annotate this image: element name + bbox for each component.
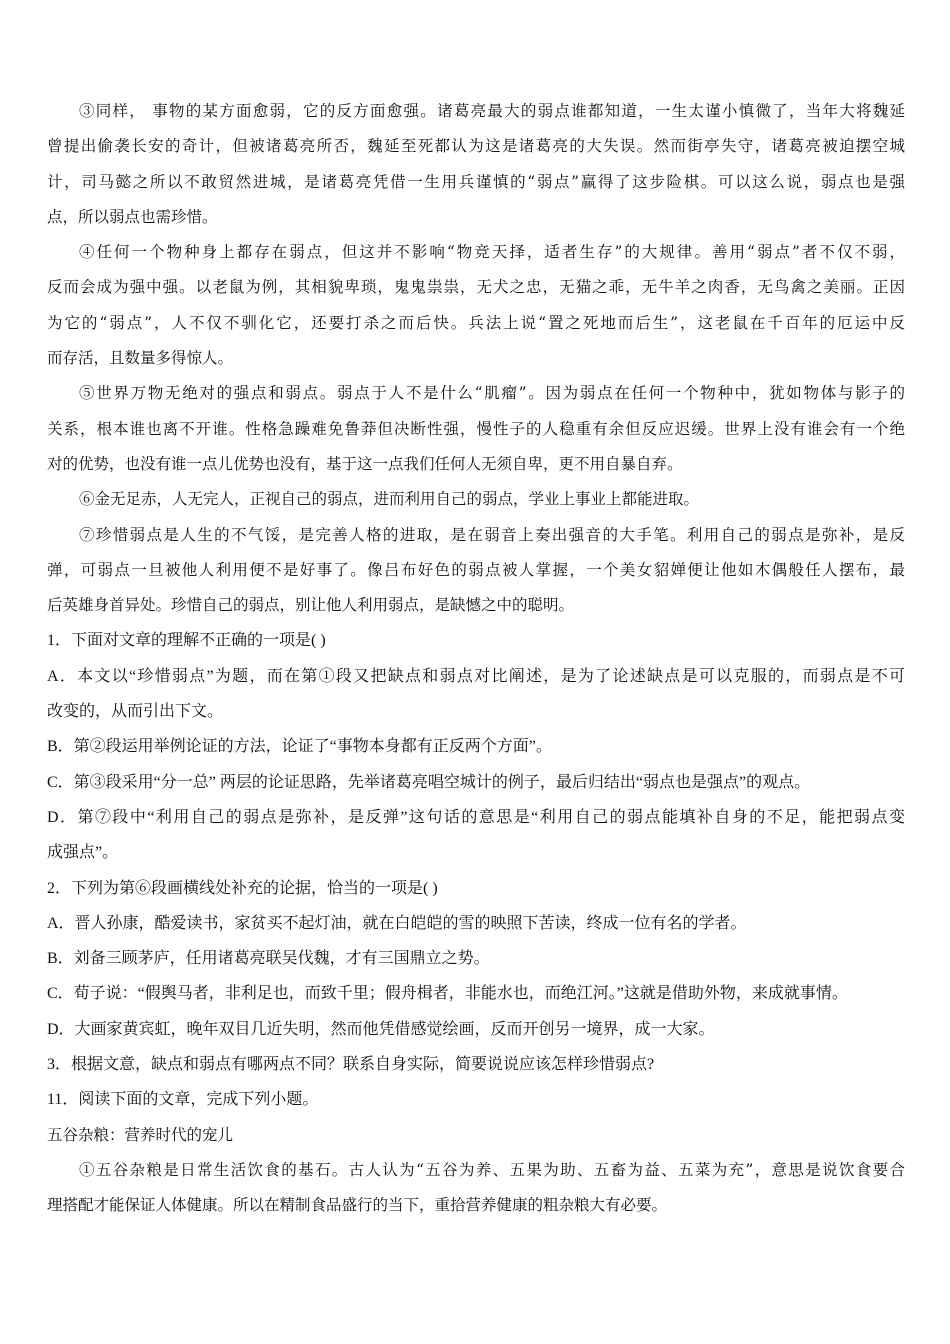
passage-paragraph-line: ①五谷杂粮是日常生活饮食的基石。古人认为“五谷为养、五果为助、五畜为益、五菜为充”，意思是说饮食要合 xyxy=(79,1160,905,1179)
answer-option-line: B．第②段运用举例论证的方法，论证了“事物本身都有正反两个方面”。 xyxy=(47,738,552,756)
answer-option-line: D．大画家黄宾虹，晚年双目几近失明，然而他凭借感觉绘画，反而开创另一境界，成一大家。 xyxy=(47,1020,715,1038)
passage-paragraph-line: 为它的“弱点”，人不仅不驯化它，还要打杀之而后快。兵法上说“置之死地而后生”，这老鼠在千百年的厄运中反 xyxy=(47,313,905,332)
answer-option-line: 成强点”。 xyxy=(47,844,119,862)
answer-option-line: A．晋人孙康，酷爱读书，家贫买不起灯油，就在白皑皑的雪的映照下苦读，终成一位有名的学者。 xyxy=(47,914,747,932)
document-page xyxy=(47,94,905,1224)
passage-paragraph-line: 反而会成为强中强。以老鼠为例，其相貌卑琐，鬼鬼祟祟，无犬之忠，无猫之乖，无牛羊之肉香，无鸟禽之美丽。正因 xyxy=(47,278,905,297)
section-intro: 11．阅读下面的文章，完成下列小题。 xyxy=(47,1091,319,1109)
answer-option-line: A．本文以“珍惜弱点”为题，而在第①段又把缺点和弱点对比阐述，是为了论述缺点是可以克服的，而弱点是不可 xyxy=(47,667,905,685)
passage-paragraph-line: ⑥金无足赤，人无完人，正视自己的弱点，进而利用自己的弱点，学业上事业上都能进取。 xyxy=(79,490,700,509)
answer-option-line: D．第⑦段中“利用自己的弱点是弥补，是反弹”这句话的意思是“利用自己的弱点能填补自身的不足，能把弱点变 xyxy=(47,808,905,826)
passage-paragraph-line: ⑦珍惜弱点是人生的不气馁，是完善人格的进取，是在弱音上奏出强音的大手笔。利用自己的弱点是弥补，是反 xyxy=(79,525,905,544)
passage-paragraph-line: 曾提出偷袭长安的奇计，但被诸葛亮所否，魏延至死都认为这是诸葛亮的大失误。然而街亭失守，诸葛亮被迫摆空城 xyxy=(47,137,905,156)
passage-paragraph-line: ③同样， 事物的某方面愈弱，它的反方面愈强。诸葛亮最大的弱点谁都知道，一生太谨小慎微了，当年大将魏延 xyxy=(79,102,905,120)
question-stem: 3．根据文意，缺点和弱点有哪两点不同？联系自身实际，简要说说应该怎样珍惜弱点? xyxy=(47,1056,655,1074)
passage-paragraph-line: 而存活，且数量多得惊人。 xyxy=(47,349,234,368)
answer-option-line: C．荀子说：“假舆马者，非利足也，而致千里；假舟楫者，非能水也，而绝江河。”这就是借助外物，来成就事情。 xyxy=(47,985,848,1003)
passage-paragraph-line: 后英雄身首异处。珍惜自己的弱点，别让他人利用弱点，是缺憾之中的聪明。 xyxy=(47,596,575,615)
article-title: 五谷杂粮：营养时代的宠儿 xyxy=(47,1125,234,1144)
passage-paragraph-line: 弹，可弱点一旦被他人利用便不是好事了。像吕布好色的弱点被人掌握，一个美女貂婵便让他如木偶般任人摆布，最 xyxy=(47,560,905,579)
answer-option-line: 改变的，从而引出下文。 xyxy=(47,703,224,721)
passage-paragraph-line: 关系，根本谁也离不开谁。性格急躁难免鲁莽但决断性强，慢性子的人稳重有余但反应迟缓。世界上没有谁会有一个绝 xyxy=(47,419,905,438)
passage-paragraph-line: 计，司马懿之所以不敢贸然进城，是诸葛亮凭借一生用兵谨慎的“弱点”赢得了这步险棋。可以这么说，弱点也是强 xyxy=(47,172,905,191)
passage-paragraph-line: ⑤世界万物无绝对的强点和弱点。弱点于人不是什么“肌瘤”。因为弱点在任何一个物种中，犹如物体与影子的 xyxy=(79,384,905,403)
answer-option-line: C．第③段采用“分一总” 两层的论证思路，先举诸葛亮唱空城计的例子，最后归结出“弱点也是强点”的观点。 xyxy=(47,773,811,791)
answer-option-line: B．刘备三顾茅庐，任用诸葛亮联吴伐魏，才有三国鼎立之势。 xyxy=(47,950,490,968)
question-stem: 1．下面对文章的理解不正确的一项是( ) xyxy=(47,632,326,650)
question-stem: 2．下列为第⑥段画横线处补充的论据，恰当的一项是( ) xyxy=(47,879,438,897)
passage-paragraph-line: 对的优势，也没有谁一点儿优势也没有，基于这一点我们任何人无须自卑，更不用自暴自弃。 xyxy=(47,454,683,473)
passage-paragraph-line: 点，所以弱点也需珍惜。 xyxy=(47,207,218,226)
passage-paragraph-line: ④任何一个物种身上都存在弱点，但这并不影响“物竞天择，适者生存”的大规律。善用“弱点”者不仅不弱， xyxy=(79,243,905,262)
passage-paragraph-line: 理搭配才能保证人体健康。所以在精制食品盛行的当下，重拾营养健康的粗杂粮大有必要。 xyxy=(47,1196,668,1215)
